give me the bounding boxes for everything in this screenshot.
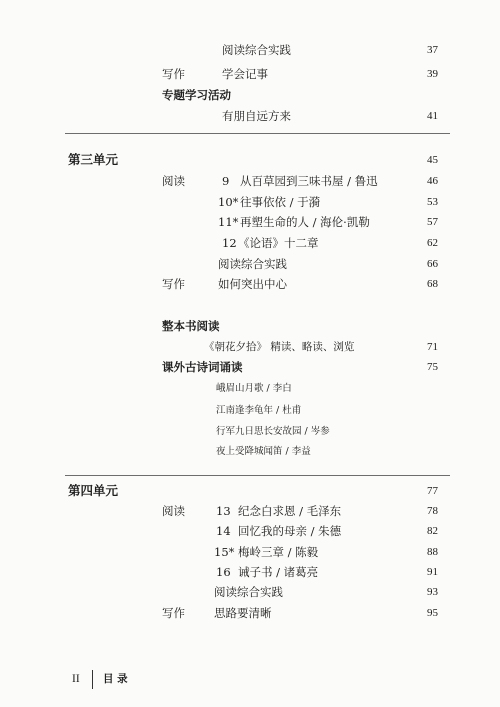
- page-number: 66: [427, 258, 438, 270]
- entry-title: 阅读综合实践: [222, 43, 291, 57]
- lesson-title: 回忆我的母亲 / 朱德: [238, 524, 342, 538]
- page-number: 78: [427, 505, 438, 517]
- lesson-title: 往事依依 / 于漪: [240, 195, 321, 209]
- page-number: 37: [427, 44, 438, 56]
- toc-heading: [0, 317, 500, 335]
- lesson-title: 诫子书 / 诸葛亮: [238, 565, 319, 579]
- page-number: 93: [427, 586, 438, 598]
- poem-title: 江南逢李龟年 / 杜甫: [216, 405, 302, 416]
- page-number: 88: [427, 546, 438, 558]
- toc-entry[interactable]: [0, 543, 500, 561]
- page-number: 82: [427, 525, 438, 537]
- lesson-number: 12: [222, 236, 237, 250]
- page-number: 39: [427, 68, 438, 80]
- poem-item[interactable]: [0, 423, 500, 441]
- entry-title: 《朝花夕拾》 精读、略读、浏览: [204, 341, 355, 353]
- section-heading: 整本书阅读: [162, 319, 220, 333]
- toc-entry[interactable]: [0, 583, 500, 601]
- toc-entry[interactable]: [0, 275, 500, 293]
- footer-page-number: II: [72, 673, 80, 685]
- poem-item[interactable]: [0, 402, 500, 420]
- unit-title: 第四单元: [68, 483, 119, 498]
- page-number: 91: [427, 566, 438, 578]
- page-number: 95: [427, 607, 438, 619]
- lesson-number: 15*: [214, 545, 235, 559]
- lesson-title: 纪念白求恩 / 毛泽东: [238, 504, 342, 518]
- page-number: 68: [427, 278, 438, 290]
- page-number: 53: [427, 196, 438, 208]
- page-number: 71: [427, 341, 438, 353]
- toc-entry[interactable]: [0, 522, 500, 540]
- section-heading: 专题学习活动: [162, 88, 231, 102]
- page-number: 45: [427, 154, 438, 166]
- unit-heading-row[interactable]: [0, 482, 500, 500]
- footer-divider: [92, 670, 93, 689]
- toc-entry[interactable]: [0, 172, 500, 190]
- poem-title: 夜上受降城闻笛 / 李益: [216, 446, 311, 457]
- section-label: 写作: [162, 277, 185, 291]
- unit-heading-row[interactable]: [0, 151, 500, 169]
- toc-entry[interactable]: [0, 193, 500, 211]
- lesson-number: 9: [222, 174, 230, 188]
- page-footer: [0, 670, 500, 688]
- page-number: 41: [427, 110, 438, 122]
- entry-title: 阅读综合实践: [218, 257, 287, 271]
- section-heading: 课外古诗词诵读: [162, 360, 243, 374]
- toc-entry[interactable]: [0, 358, 500, 376]
- entry-title: 如何突出中心: [218, 277, 287, 291]
- lesson-title: 从百草园到三味书屋 / 鲁迅: [240, 174, 378, 188]
- poem-item[interactable]: [0, 380, 500, 398]
- poem-title: 峨眉山月歌 / 李白: [216, 383, 292, 394]
- entry-title: 思路要清晰: [214, 606, 272, 620]
- unit-divider: [65, 133, 450, 134]
- lesson-number: 11*: [218, 215, 239, 229]
- toc-entry[interactable]: [0, 213, 500, 231]
- toc-entry[interactable]: [0, 502, 500, 520]
- toc-entry[interactable]: [0, 604, 500, 622]
- unit-divider: [65, 475, 450, 476]
- page-number: 57: [427, 216, 438, 228]
- section-label: 阅读: [162, 174, 185, 188]
- entry-title: 阅读综合实践: [214, 585, 283, 599]
- page-number: 62: [427, 237, 438, 249]
- lesson-title: 再塑生命的人 / 海伦·凯勒: [240, 215, 370, 229]
- toc-entry[interactable]: [0, 41, 500, 59]
- toc-entry[interactable]: [0, 234, 500, 252]
- entry-title: 有朋自远方来: [222, 109, 291, 123]
- toc-entry[interactable]: [0, 107, 500, 125]
- section-label: 阅读: [162, 504, 185, 518]
- unit-title: 第三单元: [68, 152, 119, 167]
- lesson-number: 14: [216, 524, 231, 538]
- poem-title: 行军九日思长安故园 / 岑参: [216, 426, 330, 437]
- lesson-number: 16: [216, 565, 231, 579]
- toc-entry[interactable]: [0, 563, 500, 581]
- toc-entry[interactable]: [0, 255, 500, 273]
- page-number: 77: [427, 485, 438, 497]
- entry-title: 学会记事: [222, 67, 268, 81]
- toc-entry[interactable]: [0, 65, 500, 83]
- section-label: 写作: [162, 606, 185, 620]
- page-number: 46: [427, 175, 438, 187]
- lesson-number: 13: [216, 504, 231, 518]
- footer-label: 目 录: [103, 673, 128, 685]
- page-number: 75: [427, 361, 438, 373]
- toc-entry[interactable]: [0, 338, 500, 356]
- lesson-number: 10*: [218, 195, 239, 209]
- poem-item[interactable]: [0, 443, 500, 461]
- section-label: 写作: [162, 67, 185, 81]
- lesson-title: 梅岭三章 / 陈毅: [238, 545, 319, 559]
- lesson-title: 《论语》十二章: [238, 236, 319, 250]
- toc-heading: [0, 86, 500, 104]
